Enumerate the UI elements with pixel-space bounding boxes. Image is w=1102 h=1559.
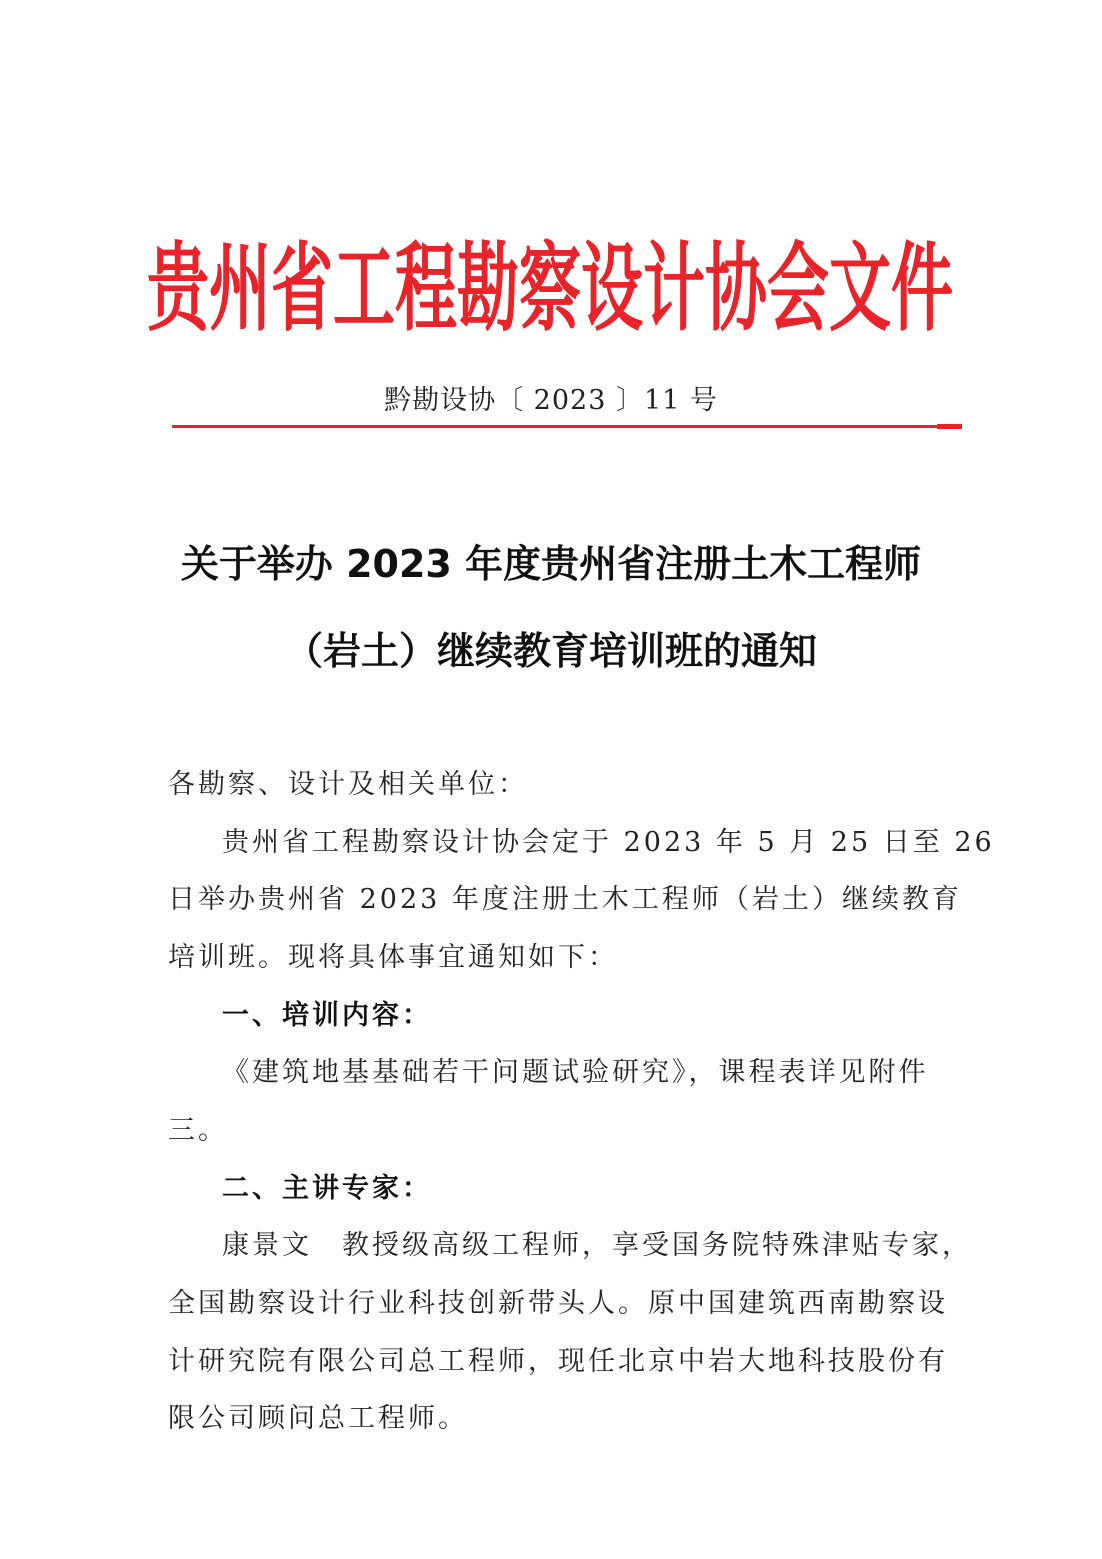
document-number: 黔勘设协〔 2023 〕11 号 bbox=[384, 385, 718, 416]
body-line: 贵州省工程勘察设计协会定于 2023 年 5 月 25 日至 26 bbox=[222, 827, 995, 858]
body-line: 三。 bbox=[168, 1115, 228, 1146]
body-line: 全国勘察设计行业科技创新带头人。原中国建筑西南勘察设 bbox=[168, 1288, 948, 1319]
red-divider-end bbox=[937, 424, 962, 429]
section-heading-lecturer: 二、主讲专家： bbox=[222, 1173, 432, 1204]
body-line: 限公司顾问总工程师。 bbox=[168, 1403, 468, 1434]
salutation: 各勘察、设计及相关单位： bbox=[168, 769, 528, 800]
masthead-text: 贵州省工程勘察设计协会文件 bbox=[147, 231, 954, 345]
red-divider bbox=[172, 425, 962, 428]
body-line: 培训班。现将具体事宜通知如下： bbox=[168, 942, 618, 973]
section-heading-training-content: 一、培训内容： bbox=[222, 1000, 432, 1031]
body-line: 计研究院有限公司总工程师，现任北京中岩大地科技股份有 bbox=[168, 1346, 948, 1377]
body-line: 日举办贵州省 2023 年度注册土木工程师（岩土）继续教育 bbox=[168, 884, 962, 915]
body-line: 《建筑地基基础若干问题试验研究》，课程表详见附件 bbox=[222, 1057, 929, 1088]
masthead-title bbox=[147, 210, 954, 350]
notice-title-line-2: （岩土）继续教育培训班的通知 bbox=[284, 629, 817, 673]
body-line: 康景文 教授级高级工程师，享受国务院特殊津贴专家， bbox=[222, 1230, 972, 1261]
notice-title-line-1: 关于举办 2023 年度贵州省注册土木工程师 bbox=[180, 542, 922, 586]
